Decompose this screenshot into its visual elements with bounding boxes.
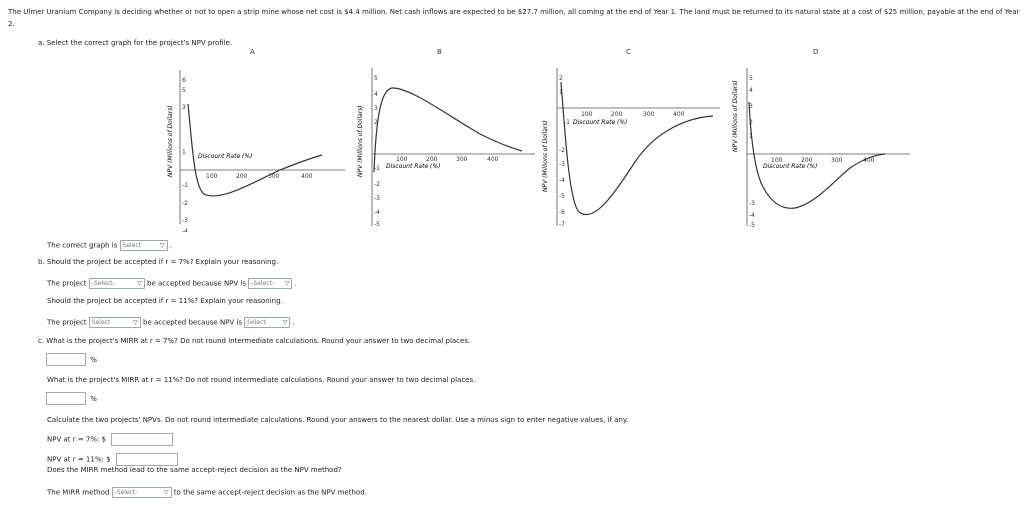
npv-r7-row (47, 433, 173, 446)
mirr-decision-row (47, 487, 367, 498)
chart-d-xlabel: Discount Rate (%) (763, 163, 818, 170)
chart-d-ytick: 4 (749, 87, 753, 94)
chevron-down-icon: ▽ (284, 280, 290, 287)
chart-letter-d: D (813, 48, 819, 56)
chart-b-ytick: -4 (374, 209, 380, 216)
chart-b-ytick: -5 (374, 221, 380, 228)
correct-graph-select[interactable] (120, 240, 168, 251)
chart-c-xtick: 300 (643, 111, 655, 118)
project-label-2: The project (47, 318, 87, 327)
chart-d-ylabel: NPV (Millions of Dollars) (732, 80, 739, 152)
chart-d-ytick: -3 (749, 200, 755, 207)
part-b-row2 (47, 317, 295, 328)
chart-c-ytick: 1 (559, 89, 563, 96)
chart-b-xtick: 100 (396, 156, 408, 163)
accept-text-1: be accepted because NPV is (147, 279, 247, 288)
period: . (294, 279, 297, 288)
chart-c-xtick: 200 (611, 111, 623, 118)
chart-a-ylabel: NPV (Millions of Dollars) (167, 105, 174, 177)
accept-select-r11[interactable] (89, 317, 141, 328)
part-c-q4: Does the MIRR method lead to the same accept-reject decision as the NPV method? (47, 466, 342, 474)
chart-d-xtick: 300 (831, 157, 843, 164)
chart-c-ytick: -7 (559, 221, 565, 228)
chevron-down-icon: ▽ (137, 280, 142, 287)
chart-b-xtick: 400 (487, 156, 499, 163)
chart-b-ytick: -3 (374, 195, 380, 202)
mirr-r7-input[interactable] (46, 353, 86, 366)
mirr-r11-input[interactable] (46, 392, 86, 405)
period: . (292, 318, 295, 327)
npv-sign-select-r7[interactable] (248, 278, 292, 289)
chart-b-xtick: 300 (456, 156, 468, 163)
project-label-1: The project (47, 279, 87, 288)
chart-d[interactable] (725, 62, 915, 232)
part-b-q1: b. Should the project be accepted if r = 7%? Explain your reasoning. (38, 258, 279, 266)
npv-r11-row (47, 453, 178, 466)
chart-c-ylabel: NPV (Millions of Dollars) (542, 120, 549, 192)
npv-r11-label: NPV at r = 11%: $ (47, 455, 111, 464)
correct-graph-label: The correct graph is (47, 241, 118, 250)
chart-d-ytick: 5 (749, 75, 753, 82)
chart-a-ytick: 1 (182, 149, 186, 156)
chevron-down-icon: ▽ (282, 319, 288, 326)
chevron-down-icon: ▽ (133, 319, 138, 326)
chart-b-ytick: 2 (374, 119, 378, 126)
period: . (169, 241, 172, 250)
chart-b-ytick: 5 (374, 75, 378, 82)
npv-r7-input[interactable] (111, 433, 173, 446)
select-value: Select (247, 319, 266, 326)
chevron-down-icon: ▽ (163, 489, 169, 496)
npv-sign-select-r11[interactable] (244, 317, 290, 328)
chart-d-xtick: 400 (863, 157, 875, 164)
chart-c-ytick: -3 (559, 161, 565, 168)
chart-b-ytick: -2 (374, 181, 380, 188)
chart-d-xtick: 200 (801, 157, 813, 164)
chart-c[interactable] (535, 62, 725, 232)
chart-d-ytick: -5 (749, 222, 755, 229)
chart-c-xtick: 400 (673, 111, 685, 118)
chart-c-ytick: -5 (559, 193, 565, 200)
chevron-down-icon: ▽ (159, 242, 165, 249)
chart-d-ytick: -4 (749, 212, 755, 219)
chart-a-npv-curve (188, 104, 322, 196)
chart-a-xtick: 300 (268, 173, 280, 180)
part-b-q2: Should the project be accepted if r = 11%? Explain your reasoning. (47, 297, 283, 305)
part-c-q1: c. What is the project's MIRR at r = 7%? Do not round intermediate calculations. Round your answer to two decimal places. (38, 337, 471, 345)
chart-d-ytick: 3 (749, 103, 753, 110)
select-value: Select (122, 242, 142, 249)
accept-text-2: be accepted because NPV is (143, 318, 243, 327)
part-c-q3: Calculate the two projects' NPVs. Do not round intermediate calculations. Round your answers to the nearest dollar. Use a minus sign to enter negative values, if any. (47, 416, 629, 424)
chart-c-ytick: -2 (559, 147, 565, 154)
chart-c-ytick: 2 (559, 75, 563, 82)
chart-a[interactable] (160, 62, 350, 232)
chart-d-npv-curve (749, 102, 885, 208)
chart-a-xtick: 100 (206, 173, 218, 180)
mirr-r7-row (46, 353, 97, 366)
chart-b-ylabel: NPV (Millions of Dollars) (357, 105, 364, 177)
part-a-prompt: a. Select the correct graph for the project's NPV profile. (38, 39, 233, 47)
chart-c-xlabel: Discount Rate (%) (573, 119, 628, 126)
chart-c-npv-curve (561, 82, 713, 215)
mirr-r11-row (46, 392, 97, 405)
select-value: -Select- (114, 489, 138, 496)
percent-sign: % (90, 394, 97, 403)
chart-c-ytick: -4 (559, 177, 565, 184)
mirr-method-label: The MIRR method (47, 488, 110, 497)
select-value: Select (91, 319, 111, 326)
chart-letter-b: B (437, 48, 442, 56)
chart-a-ytick: -4 (182, 228, 188, 232)
chart-d-ytick: 1 (749, 133, 753, 140)
chart-letter-c: C (626, 48, 631, 56)
chart-a-ytick: -2 (182, 200, 188, 207)
chart-letter-a: A (250, 48, 255, 56)
chart-a-xtick: 200 (236, 173, 248, 180)
select-value: -Select- (251, 280, 275, 287)
chart-b-xlabel: Discount Rate (%) (386, 163, 441, 170)
percent-sign: % (90, 355, 97, 364)
part-b-row1 (47, 278, 297, 289)
chart-c-ytick: -1 (564, 119, 570, 126)
chart-a-xlabel: Discount Rate (%) (198, 153, 253, 160)
chart-a-ytick: -3 (182, 217, 188, 224)
chart-c-xtick: 100 (581, 111, 593, 118)
chart-b-ytick: 3 (374, 105, 378, 112)
chart-a-ytick: 5 (182, 87, 186, 94)
chart-b-ytick: 4 (374, 91, 378, 98)
mirr-decision-select[interactable] (112, 487, 172, 498)
chart-a-ytick: 3 (182, 104, 186, 111)
chart-a-ytick: -1 (182, 182, 188, 189)
chart-a-ytick: 6 (182, 77, 186, 84)
npv-r7-label: NPV at r = 7%: $ (47, 435, 107, 444)
chart-d-xtick: 100 (771, 157, 783, 164)
part-a-answer-row (47, 240, 172, 251)
select-value: -Select- (91, 280, 115, 287)
chart-b-xtick: 200 (426, 156, 438, 163)
part-c-q2: What is the project's MIRR at r = 11%? Do not round intermediate calculations. Round your answer to two decimal places. (47, 376, 476, 384)
chart-a-xtick: 400 (301, 173, 313, 180)
mirr-decision-text: to the same accept-reject decision as the NPV method. (173, 488, 367, 497)
npv-r11-input[interactable] (116, 453, 178, 466)
accept-select-r7[interactable] (89, 278, 145, 289)
chart-b[interactable] (350, 62, 540, 232)
problem-intro: The Ulmer Uranium Company is deciding whether or not to open a strip mine whose net cost is $4.4 million. Net cash inflows are expected to be $27.7 million, all coming at the end of Year 1. The land must be returned to its natural state at a cost of $25 million, payable at the end of Year 2. (8, 8, 1020, 28)
chart-d-ytick: 2 (749, 119, 753, 126)
chart-c-ytick: -6 (559, 209, 565, 216)
chart-b-ytick: -1 (374, 165, 380, 172)
